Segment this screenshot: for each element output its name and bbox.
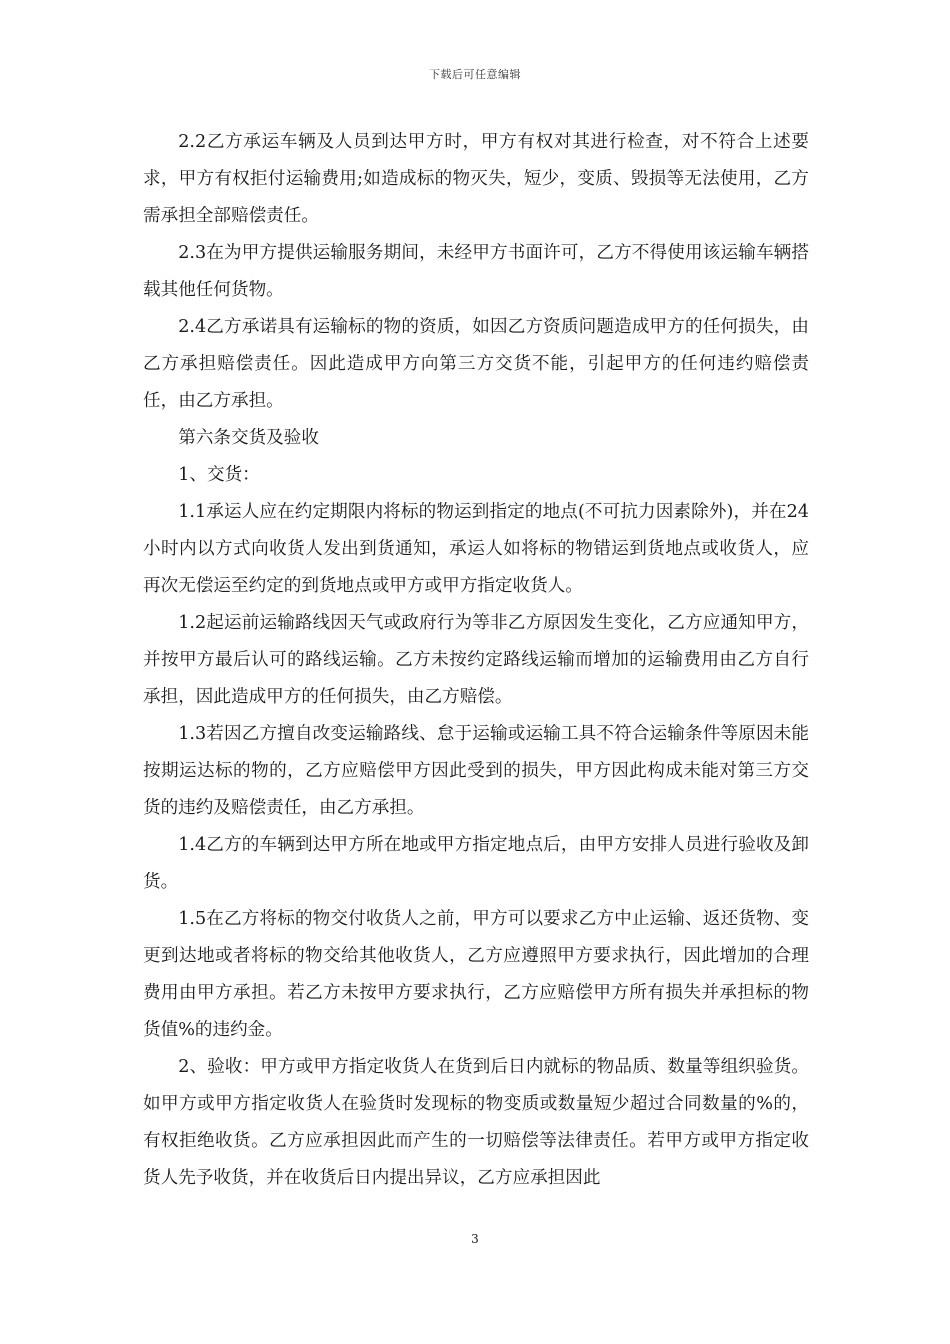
paragraph-2-3: 2.3在为甲方提供运输服务期间，未经甲方书面许可，乙方不得使用该运输车辆搭载其他任何货物。 (143, 243, 809, 300)
page-number: 3 (471, 1232, 479, 1246)
section-heading-article-6: 第六条交货及验收 (178, 428, 319, 448)
page-header: 下载后可任意编辑 (429, 68, 521, 81)
paragraph-1-2: 1.2起运前运输路线因天气或政府行为等非乙方原因发生变化，乙方应通知甲方，并按甲方最后认可的路线运输。乙方未按约定路线运输而增加的运输费用由乙方自行承担，因此造成甲方的任何损失，由乙方赔偿。 (143, 613, 809, 707)
paragraph-1-3: 1.3若因乙方擅自改变运输路线、怠于运输或运输工具不符合运输条件等原因未能按期运达标的物的，乙方应赔偿甲方因此受到的损失，甲方因此构成未能对第三方交货的违约及赔偿责任，由乙方承担。 (143, 724, 809, 818)
paragraph-2-2: 2.2乙方承运车辆及人员到达甲方时，甲方有权对其进行检查，对不符合上述要求，甲方有权拒付运输费用;如造成标的物灭失，短少，变质、毁损等无法使用，乙方需承担全部赔偿责任。 (143, 132, 809, 226)
paragraph-1-4: 1.4乙方的车辆到达甲方所在地或甲方指定地点后，由甲方安排人员进行验收及卸货。 (143, 835, 809, 892)
paragraph-inspection: 2、验收：甲方或甲方指定收货人在货到后日内就标的物品质、数量等组织验货。如甲方或甲方指定收货人在验货时发现标的物变质或数量短少超过合同数量的%的，有权拒绝收货。乙方应承担因此而产生的一切赔偿等法律责任。若甲方或甲方指定收货人先予收货，并在收货后日内提出异议，乙方应承担因此 (143, 1057, 809, 1188)
paragraph-1-5: 1.5在乙方将标的物交付收货人之前，甲方可以要求乙方中止运输、返还货物、变更到达地或者将标的物交给其他收货人，乙方应遵照甲方要求执行，因此增加的合理费用由甲方承担。若乙方未按甲方要求执行，乙方应赔偿甲方所有损失并承担标的物货值%的违约金。 (143, 909, 809, 1040)
paragraph-2-4: 2.4乙方承诺具有运输标的物的资质，如因乙方资质问题造成甲方的任何损失，由乙方承担赔偿责任。因此造成甲方向第三方交货不能，引起甲方的任何违约赔偿责任，由乙方承担。 (143, 317, 809, 411)
paragraph-1-1: 1.1承运人应在约定期限内将标的物运到指定的地点(不可抗力因素除外)，并在24小时内以方式向收货人发出到货通知，承运人如将标的物错运到货地点或收货人，应再次无偿运至约定的到货地点或甲方或甲方指定收货人。 (143, 502, 809, 596)
subsection-heading-delivery: 1、交货： (178, 465, 260, 485)
document-body (143, 124, 809, 1197)
